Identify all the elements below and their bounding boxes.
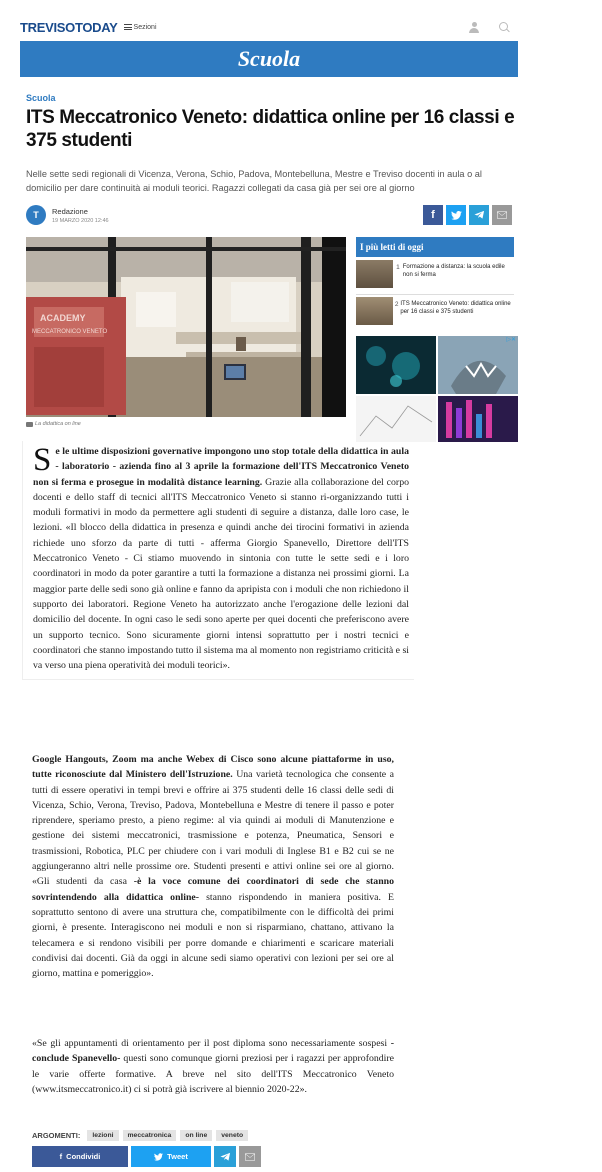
twitter-share-button[interactable] xyxy=(131,1146,211,1167)
svg-text:MECCATRONICO VENETO: MECCATRONICO VENETO xyxy=(32,329,108,335)
sections-menu-button[interactable] xyxy=(124,24,157,31)
section-banner[interactable] xyxy=(20,41,518,77)
most-read-item[interactable] xyxy=(356,260,514,292)
telegram-share-icon[interactable] xyxy=(469,205,489,225)
telegram-icon xyxy=(220,1152,231,1162)
most-read-title-link[interactable]: Formazione a distanza: la scuola edile non si ferma xyxy=(402,264,505,278)
article-intro-block xyxy=(22,441,414,680)
email-share-button[interactable] xyxy=(239,1146,261,1167)
site-header xyxy=(20,14,518,40)
tag-link[interactable]: lezioni xyxy=(87,1130,118,1141)
telegram-share-button[interactable] xyxy=(214,1146,236,1167)
facebook-share-icon[interactable]: f xyxy=(423,205,443,225)
image-caption-row xyxy=(26,421,81,427)
facebook-share-button[interactable] xyxy=(32,1146,128,1167)
share-bottom xyxy=(32,1146,261,1167)
article-paragraph xyxy=(32,1036,394,1097)
search-icon[interactable] xyxy=(499,22,510,33)
share-top xyxy=(423,205,512,225)
paragraph-text-end: stanno rispondendo in maniera positiva. E soprattutto sentono di avere una struttura che, compatibilmente con le difficoltà dei primi giorni, è presente. Interagiscono nei moduli e non si risparmiano, chattano, attivano la telecamera e si rendono visibili per porre domande e chiarimenti e scaricare materiali condivisi dai docenti. Già da oggi in alcune sedi siamo operativi con lezioni per sei ore al giorno, mattina e pomeriggio». xyxy=(32,891,394,980)
twitter-share-label: Tweet xyxy=(167,1152,188,1161)
most-read-title-link[interactable]: ITS Meccatronico Veneto: didattica online per 16 classi e 375 studenti xyxy=(400,301,511,315)
article-subtitle: Nelle sette sedi regionali di Vicenza, Verona, Schio, Padova, Montebelluna, Mestre e Treviso docenti in aula o al domicilio per dare continuità ai moduli teorici. Ragazzi collegati da casa già per sei ore al giorno xyxy=(26,169,482,193)
most-read-thumbnail xyxy=(356,260,393,288)
article-tags xyxy=(32,1130,248,1141)
camera-icon xyxy=(26,422,33,427)
divider xyxy=(356,294,514,295)
paragraph-bold: -conclude Spanevello- xyxy=(32,1038,394,1065)
twitter-share-icon[interactable] xyxy=(446,205,466,225)
paragraph-bold-quote: -è la voce comune dei coordinatori di sede che stanno sovrintendendo alla didattica online- xyxy=(32,876,394,903)
twitter-icon xyxy=(154,1153,163,1161)
email-share-icon[interactable] xyxy=(492,205,512,225)
paragraph-bold-lead: Google Hangouts, Zoom ma anche Webex di Cisco sono alcune piattaforme in uso, tutte riconosciute dal Ministero dell'Istruzione. xyxy=(32,754,394,781)
advertisement[interactable] xyxy=(356,336,518,442)
logo-part-2: TODAY xyxy=(74,19,118,35)
author-avatar: T xyxy=(26,205,46,225)
facebook-icon: f xyxy=(59,1152,63,1161)
adchoices-icon[interactable]: ▷✕ xyxy=(506,337,516,343)
article-image xyxy=(26,237,346,417)
menu-label: Sezioni xyxy=(133,23,157,31)
tag-link[interactable]: meccatronica xyxy=(123,1130,177,1141)
most-read-number: 1 xyxy=(396,264,400,271)
dropcap: S xyxy=(33,442,52,478)
logo-part-1: TREVISO xyxy=(20,19,75,35)
email-icon xyxy=(245,1153,255,1161)
most-read-number: 2 xyxy=(394,301,399,308)
most-read-thumbnail xyxy=(356,297,393,325)
section-banner-title: Scuola xyxy=(237,46,301,71)
article-paragraph xyxy=(32,752,394,981)
paragraph-text-end: questi sono comunque giorni preziosi per i ragazzi per approfondire le varie offerte formative. A breve nel sito dell'ITS Meccatronico Veneto (www.itsmeccatronico.it) ci si potrà già iscrivere al biennio 2020-22». xyxy=(32,1053,394,1095)
most-read-item[interactable] xyxy=(356,297,514,329)
tags-label: ARGOMENTI: xyxy=(32,1131,81,1140)
article-title: ITS Meccatronico Veneto: didattica online per 16 classi e 375 studenti xyxy=(26,107,515,151)
intro-bold-text: e le ultime disposizioni governative impongono uno stop totale della didattica in aula - laboratorio - azienda fino al 3 aprile la formazione dell'ITS Meccatronico Veneto non si ferma e prosegue in modalità distance learning. xyxy=(33,446,409,488)
user-icon[interactable] xyxy=(469,22,479,33)
paragraph-text: «Se gli appuntamenti di orientamento per il post diploma sono necessariamente sospesi xyxy=(32,1038,391,1049)
facebook-share-label: Condividi xyxy=(66,1152,101,1161)
author-name[interactable]: Redazione xyxy=(52,206,88,216)
image-caption: La didattica on line xyxy=(35,421,81,427)
author-row xyxy=(26,203,512,227)
intro-text: Grazie alla collaborazione del corpo docenti e dello staff di tecnici all'ITS Meccatronico Veneto si stanno ri-organizzando tutti i moduli formativi in modo da permettere agli studenti di seguire a distanza, dalle loro case, le lezioni. «Il blocco della didattica in presenza e quindi anche dei tirocini formativi in azienda richiede uno sforzo da parte di tutti - afferma Giorgio Spanevello, Direttore dell'ITS Meccatronico Veneto - Ci stiamo muovendo in sintonia con tutte le sette sedi e i loro coordinatori in modo da poter garantire a tutti la formazione a distanza nei prossimi giorni. La maggior parte delle sedi sono già online e fanno da apripista con i moduli che non richiedono il supporto dei laboratori. Regione Veneto ha autorizzato anche l'erogazione delle lezioni dal domicilio del docente. In ogni caso le sedi sono aperte per quei docenti che preferiscono avere un supporto tecnico. Sono sicuramente giorni intensi soprattutto per i nostri tecnici e coordinatori che stanno impostando tutto il sistema ma al momento non registriamo criticità e si va verso una piena operatività dei moduli teorici». xyxy=(33,476,410,672)
article-category[interactable]: Scuola xyxy=(26,93,56,103)
tag-link[interactable]: on line xyxy=(180,1130,212,1141)
paragraph-text: Una varietà tecnologica che consente a tutti di essere operativi in tempi brevi e offrire ai 375 studenti delle 16 classi delle sedi di Vicenza, Schio, Verona, Treviso, Padova, Montebelluna e Mestre di tenere il passo e poter riprendere, speriamo presto, a pieno regime: al via quindi ai moduli di Manutenzione e gestione dei sistemi meccatronici, trasmissione e potenza, Pneumatica, Sensori e trasmissioni, Robotica, PLC per chiudere con i vari moduli di Inglese B1 e B2 cui se ne aggiungeranno altri nelle prossime ore. Studenti presenti e attivi online sei ore al giorno. «Gli studenti da casa xyxy=(32,769,394,888)
hamburger-icon xyxy=(124,24,132,30)
site-logo[interactable] xyxy=(20,20,118,35)
most-read-title: I più letti di oggi xyxy=(356,237,514,257)
publish-date: 19 MARZO 2020 12:46 xyxy=(52,217,109,224)
svg-text:ACADEMY: ACADEMY xyxy=(40,313,86,323)
tag-link[interactable]: veneto xyxy=(216,1130,248,1141)
